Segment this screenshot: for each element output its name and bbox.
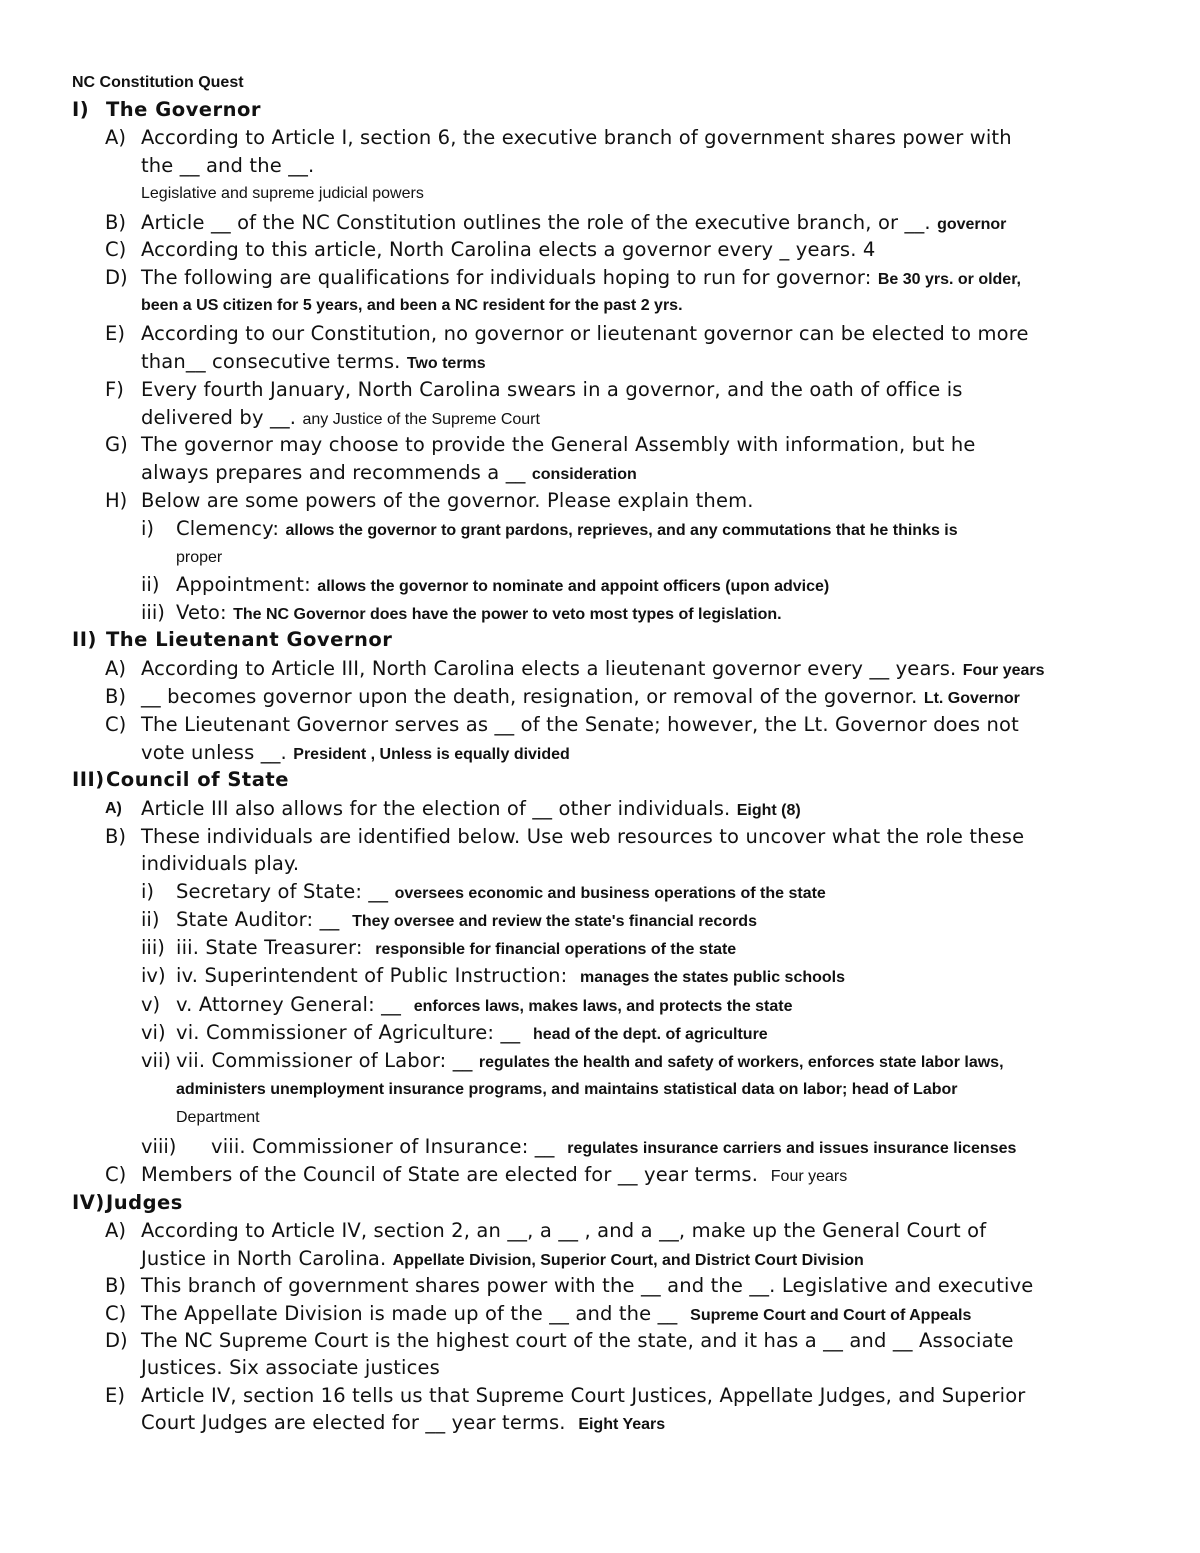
answer-text: Eight Years bbox=[578, 1416, 666, 1433]
question-text: According to Article I, section 6, the executive branch of government shares power with bbox=[141, 126, 1012, 149]
document-title: NC Constitution Quest bbox=[72, 74, 244, 91]
item-marker: B) bbox=[105, 685, 126, 708]
answer-text: proper bbox=[176, 549, 223, 566]
answer-text: The NC Governor does have the power to veto most types of legislation. bbox=[233, 606, 782, 623]
question-text: Appointment: bbox=[176, 573, 311, 596]
question-line bbox=[176, 908, 757, 931]
question-text: Secretary of State: __ bbox=[176, 880, 389, 903]
answer-text: responsible for financial operations of the state bbox=[375, 941, 737, 958]
question-line bbox=[141, 685, 1020, 708]
question-line bbox=[141, 1411, 665, 1434]
answer-text: consideration bbox=[531, 466, 637, 483]
question-text: The governor may choose to provide the General Assembly with information, but he bbox=[141, 433, 976, 456]
item-marker: C) bbox=[105, 713, 127, 736]
question-text: Court Judges are elected for __ year terms. bbox=[141, 1411, 566, 1434]
question-line bbox=[176, 1021, 768, 1044]
item-marker: C) bbox=[105, 1302, 127, 1325]
answer-text: allows the governor to nominate and appoint officers (upon advice) bbox=[317, 578, 830, 595]
question-text: According to this article, North Carolina elects a governor every _ years. 4 bbox=[141, 238, 876, 261]
item-marker: G) bbox=[105, 433, 128, 456]
subitem-marker: iv) bbox=[141, 964, 166, 987]
subitem-marker: ii) bbox=[141, 908, 160, 931]
answer-text: oversees economic and business operations of the state bbox=[394, 885, 826, 902]
item-marker: D) bbox=[105, 266, 128, 289]
answer-text: Appellate Division, Superior Court, and District Court Division bbox=[392, 1252, 864, 1269]
answer-text: been a US citizen for 5 years, and been a NC resident for the past 2 yrs. bbox=[141, 297, 683, 314]
question-line bbox=[176, 573, 829, 596]
item-marker: C) bbox=[105, 1163, 127, 1186]
question-text: According to our Constitution, no governor or lieutenant governor can be elected to more bbox=[141, 322, 1029, 345]
question-text: Veto: bbox=[176, 601, 227, 624]
answer-text: Supreme Court and Court of Appeals bbox=[690, 1307, 972, 1324]
answer-text: enforces laws, makes laws, and protects the state bbox=[413, 998, 793, 1015]
answer-text: regulates insurance carriers and issues insurance licenses bbox=[567, 1140, 1017, 1157]
question-line bbox=[141, 350, 486, 373]
answer-text: They oversee and review the state's financial records bbox=[352, 913, 757, 930]
section-title: The Governor bbox=[106, 98, 262, 121]
answer-text: any Justice of the Supreme Court bbox=[302, 411, 540, 428]
section-marker: IV) bbox=[72, 1191, 105, 1214]
question-line bbox=[141, 1247, 864, 1270]
question-text: than__ consecutive terms. bbox=[141, 350, 401, 373]
question-text: always prepares and recommends a __ bbox=[141, 461, 526, 484]
section-title: The Lieutenant Governor bbox=[106, 628, 393, 651]
question-line bbox=[141, 741, 570, 764]
question-text: Article __ of the NC Constitution outlines the role of the executive branch, or __. bbox=[141, 211, 931, 234]
section-heading-governor bbox=[72, 98, 262, 121]
question-text: vi. Commissioner of Agriculture: __ bbox=[176, 1021, 521, 1044]
question-text: Article IV, section 16 tells us that Supreme Court Justices, Appellate Judges, and Superior bbox=[141, 1384, 1026, 1407]
question-line bbox=[141, 211, 1006, 234]
question-line bbox=[141, 266, 1021, 289]
answer-text: allows the governor to grant pardons, reprieves, and any commutations that he thinks is bbox=[285, 522, 958, 539]
question-text: Below are some powers of the governor. Please explain them. bbox=[141, 489, 754, 512]
question-text: This branch of government shares power with the __ and the __. Legislative and executive bbox=[141, 1274, 1034, 1297]
question-text: individuals play. bbox=[141, 852, 300, 875]
section-heading-lieutenant-governor bbox=[72, 628, 393, 651]
question-text: iii. State Treasurer: bbox=[176, 936, 363, 959]
question-text: Clemency: bbox=[176, 517, 280, 540]
question-text: Justices. Six associate justices bbox=[141, 1356, 440, 1379]
question-line bbox=[176, 964, 845, 987]
answer-text: Four years bbox=[962, 662, 1045, 679]
question-text: vote unless __. bbox=[141, 741, 287, 764]
question-text: Justice in North Carolina. bbox=[141, 1247, 387, 1270]
section-marker: III) bbox=[72, 768, 105, 791]
answer-text: Four years bbox=[770, 1168, 848, 1185]
question-text: viii. Commissioner of Insurance: __ bbox=[211, 1135, 555, 1158]
subitem-marker: v) bbox=[141, 993, 161, 1016]
section-marker: II) bbox=[72, 628, 97, 651]
question-line bbox=[141, 1302, 971, 1325]
question-text: the __ and the __. bbox=[141, 154, 315, 177]
question-line bbox=[211, 1135, 1016, 1158]
question-text: The following are qualifications for individuals hoping to run for governor: bbox=[141, 266, 872, 289]
item-marker: A) bbox=[105, 1219, 126, 1242]
question-text: delivered by __. bbox=[141, 406, 297, 429]
question-line bbox=[176, 601, 782, 624]
subitem-marker: iii) bbox=[141, 601, 165, 624]
answer-text: governor bbox=[937, 216, 1007, 233]
section-title: Council of State bbox=[106, 768, 289, 791]
item-marker: C) bbox=[105, 238, 127, 261]
question-text: According to Article IV, section 2, an __, a __ , and a __, make up the General Court of bbox=[141, 1219, 987, 1242]
subitem-marker: viii) bbox=[141, 1135, 177, 1158]
answer-text: head of the dept. of agriculture bbox=[533, 1026, 768, 1043]
section-title: Judges bbox=[106, 1191, 183, 1214]
question-line bbox=[141, 657, 1045, 680]
answer-text: Be 30 yrs. or older, bbox=[877, 271, 1021, 288]
item-marker: B) bbox=[105, 211, 126, 234]
item-marker: A) bbox=[105, 800, 122, 817]
answer-text: Two terms bbox=[406, 355, 486, 372]
subitem-marker: iii) bbox=[141, 936, 165, 959]
question-text: The Lieutenant Governor serves as __ of the Senate; however, the Lt. Governor does not bbox=[141, 713, 1019, 736]
question-line bbox=[141, 1163, 847, 1186]
question-text: Article III also allows for the election of __ other individuals. bbox=[141, 797, 731, 820]
subitem-marker: vii) bbox=[141, 1049, 171, 1072]
subitem-marker: i) bbox=[141, 517, 155, 540]
item-marker: A) bbox=[105, 657, 126, 680]
question-text: These individuals are identified below. Use web resources to uncover what the role these bbox=[141, 825, 1025, 848]
section-marker: I) bbox=[72, 98, 90, 121]
question-text: vii. Commissioner of Labor: __ bbox=[176, 1049, 473, 1072]
answer-text: regulates the health and safety of workers, enforces state labor laws, bbox=[478, 1054, 1004, 1071]
item-marker: B) bbox=[105, 1274, 126, 1297]
question-line bbox=[141, 461, 637, 484]
question-text: Every fourth January, North Carolina swears in a governor, and the oath of office is bbox=[141, 378, 963, 401]
answer-text: manages the states public schools bbox=[580, 969, 845, 986]
item-marker: E) bbox=[105, 322, 125, 345]
item-marker: B) bbox=[105, 825, 126, 848]
answer-text: Eight (8) bbox=[736, 802, 801, 819]
subitem-marker: i) bbox=[141, 880, 155, 903]
question-text: Members of the Council of State are elected for __ year terms. bbox=[141, 1163, 759, 1186]
section-heading-judges bbox=[72, 1191, 183, 1214]
subitem-marker: ii) bbox=[141, 573, 160, 596]
question-line bbox=[176, 517, 958, 540]
section-heading-council-of-state bbox=[72, 768, 289, 791]
answer-text: Lt. Governor bbox=[923, 690, 1020, 707]
question-line bbox=[176, 880, 826, 903]
question-text: iv. Superintendent of Public Instruction: bbox=[176, 964, 568, 987]
question-text: v. Attorney General: __ bbox=[176, 993, 401, 1016]
question-line bbox=[176, 1049, 1004, 1072]
item-marker: A) bbox=[105, 126, 126, 149]
answer-text: Department bbox=[176, 1109, 260, 1126]
question-line bbox=[141, 406, 540, 429]
question-text: The Appellate Division is made up of the __ and the __ bbox=[141, 1302, 678, 1325]
subitem-marker: vi) bbox=[141, 1021, 166, 1044]
answer-text: President , Unless is equally divided bbox=[293, 746, 570, 763]
question-text: The NC Supreme Court is the highest court of the state, and it has a __ and __ Associate bbox=[141, 1329, 1014, 1352]
question-text: __ becomes governor upon the death, resignation, or removal of the governor. bbox=[141, 685, 918, 708]
item-marker: H) bbox=[105, 489, 128, 512]
item-marker: F) bbox=[105, 378, 124, 401]
answer-text: Legislative and supreme judicial powers bbox=[141, 185, 424, 202]
question-text: State Auditor: __ bbox=[176, 908, 340, 931]
item-marker: D) bbox=[105, 1329, 128, 1352]
question-line bbox=[141, 797, 801, 820]
answer-text: administers unemployment insurance programs, and maintains statistical data on labor; head of Labor bbox=[176, 1081, 958, 1098]
item-marker: E) bbox=[105, 1384, 125, 1407]
question-text: According to Article III, North Carolina elects a lieutenant governor every __ years. bbox=[141, 657, 957, 680]
question-line bbox=[176, 936, 736, 959]
question-line bbox=[176, 993, 793, 1016]
